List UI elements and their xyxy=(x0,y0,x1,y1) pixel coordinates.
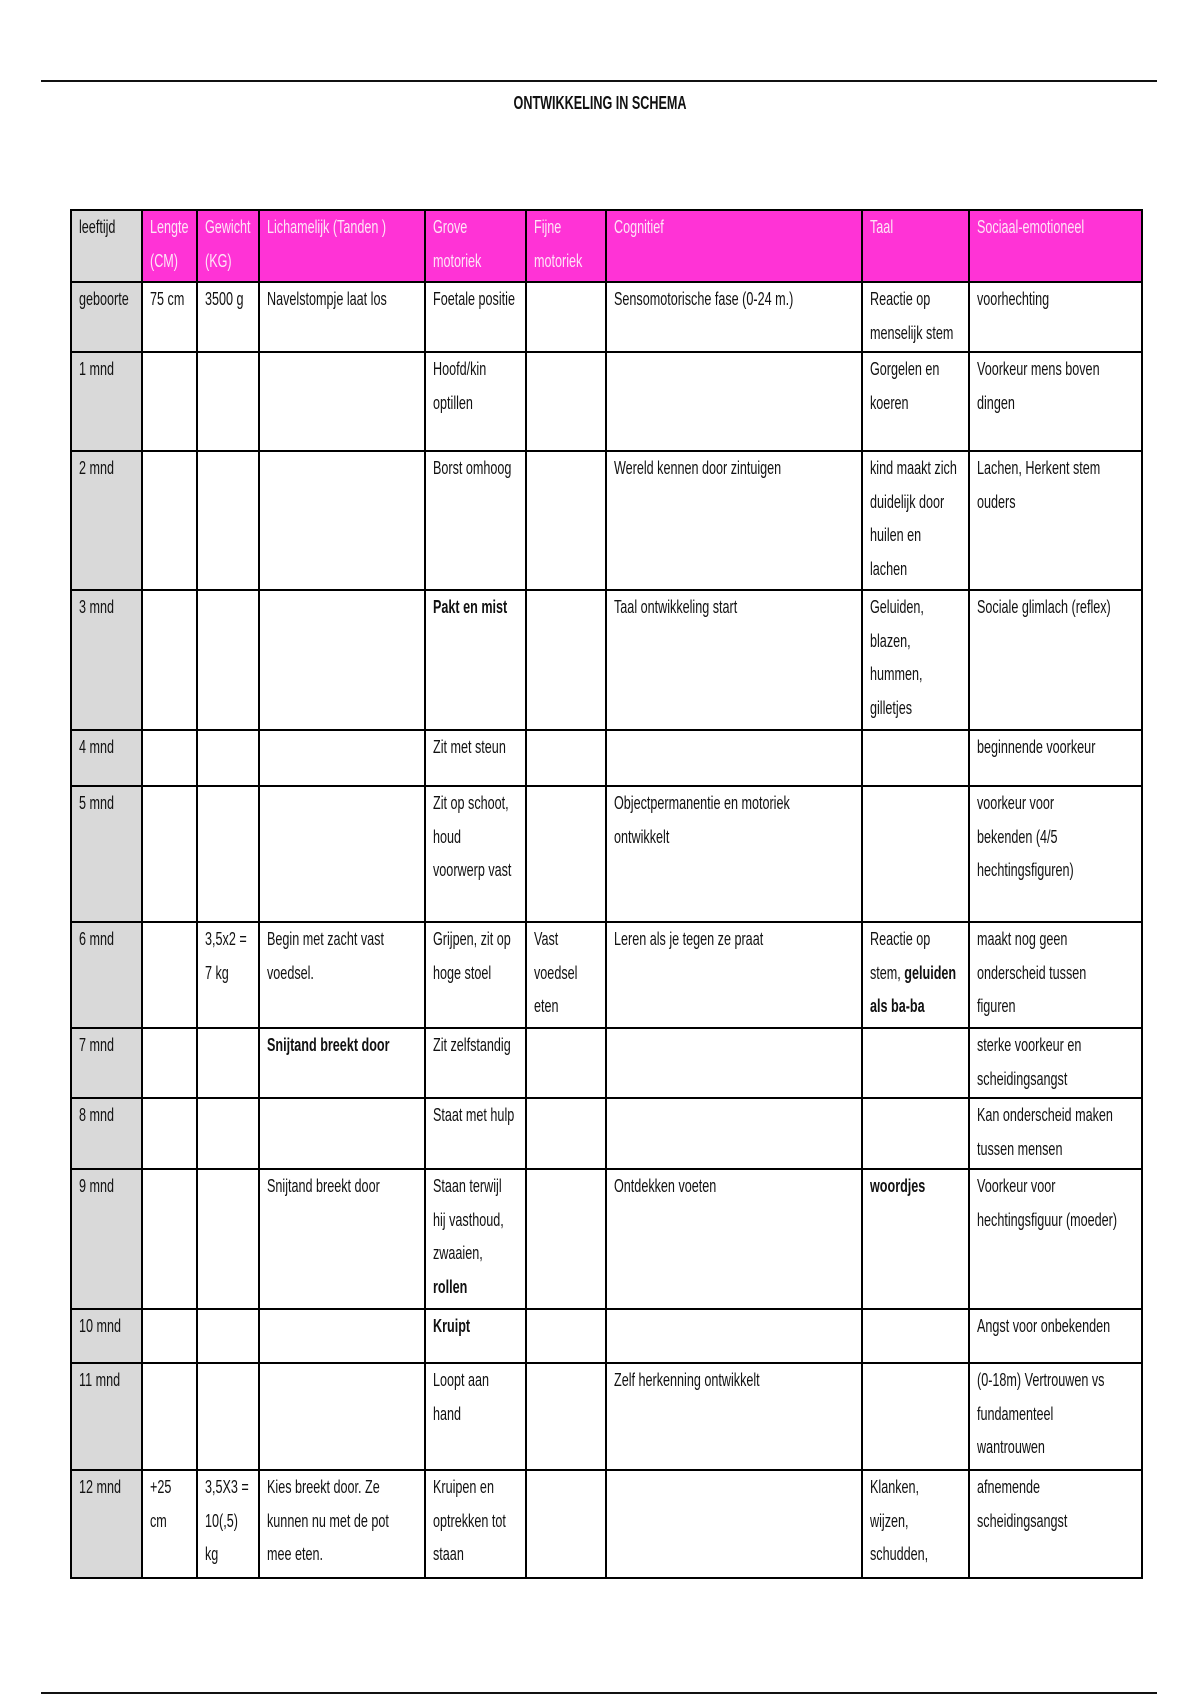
weight-cell xyxy=(197,1363,259,1470)
length-cell xyxy=(142,1363,197,1470)
table-row xyxy=(71,590,1142,730)
language-cell xyxy=(862,1309,969,1363)
cell-text: Kies breekt door. Ze kunnen nu met de pot mee eten. xyxy=(267,1477,389,1564)
cell-text: Foetale positie xyxy=(433,289,515,309)
language-cell xyxy=(862,1098,969,1169)
cognitive-cell xyxy=(606,590,862,730)
length-cell xyxy=(142,1169,197,1309)
table-row xyxy=(71,451,1142,590)
fine-motor-cell xyxy=(526,352,606,451)
cognitive-cell xyxy=(606,1309,862,1363)
age-cell xyxy=(71,352,142,451)
header-label: Lengte (CM) xyxy=(150,217,189,271)
social-emotional-cell xyxy=(969,352,1142,451)
cell-text: Kruipen en optrekken tot staan xyxy=(433,1477,506,1564)
cell-text: 75 cm xyxy=(150,289,185,309)
cell-text-bold: geluiden als ba-ba xyxy=(870,962,957,1016)
cell-text xyxy=(433,1170,521,1304)
age-label: 6 mnd xyxy=(79,929,115,949)
cell-text xyxy=(267,1029,420,1063)
cell-text: Zelf herkenning ontwikkelt xyxy=(614,1370,760,1390)
cell-text-bold: Kruipt xyxy=(433,1316,471,1336)
header-label: leeftijd xyxy=(79,217,116,237)
language-cell xyxy=(862,730,969,786)
cell-text: 3500 g xyxy=(205,289,244,309)
table-header-row xyxy=(71,210,1142,282)
fine-motor-cell xyxy=(526,1309,606,1363)
cell-text: Klanken, wijzen, schudden, xyxy=(870,1477,929,1564)
cell-text: Reactie op menselijk stem xyxy=(870,289,954,343)
header-label: Sociaal-emotioneel xyxy=(977,217,1085,237)
social-emotional-cell xyxy=(969,786,1142,922)
length-cell xyxy=(142,1098,197,1169)
length-cell xyxy=(142,922,197,1028)
cell-text: Gorgelen en koeren xyxy=(870,359,940,413)
cell-text: +25 cm xyxy=(150,1477,172,1531)
cell-text: Geluiden, blazen, hummen, gilletjes xyxy=(870,597,924,718)
weight-cell xyxy=(197,282,259,352)
age-label: geboorte xyxy=(79,289,129,309)
social-emotional-cell xyxy=(969,1098,1142,1169)
cell-text: Staat met hulp xyxy=(433,1105,515,1125)
table-row xyxy=(71,922,1142,1028)
header-cognitive xyxy=(606,210,862,282)
length-cell xyxy=(142,786,197,922)
physical-teeth-cell xyxy=(259,1309,425,1363)
fine-motor-cell xyxy=(526,1470,606,1578)
gross-motor-cell xyxy=(425,1309,526,1363)
cell-text: Voorkeur mens boven dingen xyxy=(977,359,1100,413)
age-cell xyxy=(71,1470,142,1578)
cell-text-bold: Pakt en mist xyxy=(433,597,508,617)
cell-text: Zit met steun xyxy=(433,737,506,757)
age-label: 11 mnd xyxy=(79,1370,121,1390)
gross-motor-cell xyxy=(425,590,526,730)
age-cell xyxy=(71,922,142,1028)
social-emotional-cell xyxy=(969,1169,1142,1309)
cell-text-bold: rollen xyxy=(433,1276,468,1297)
length-cell xyxy=(142,1309,197,1363)
length-cell xyxy=(142,1028,197,1098)
header-label: Taal xyxy=(870,217,894,237)
weight-cell xyxy=(197,352,259,451)
cognitive-cell xyxy=(606,922,862,1028)
cell-text: Sensomotorische fase (0-24 m.) xyxy=(614,289,794,309)
cognitive-cell xyxy=(606,451,862,590)
age-cell xyxy=(71,1169,142,1309)
age-cell xyxy=(71,282,142,352)
gross-motor-cell xyxy=(425,730,526,786)
gross-motor-cell xyxy=(425,786,526,922)
social-emotional-cell xyxy=(969,590,1142,730)
cognitive-cell xyxy=(606,1028,862,1098)
gross-motor-cell xyxy=(425,451,526,590)
header-label: Gewicht (KG) xyxy=(205,217,251,271)
cell-text: 3,5x2 = 7 kg xyxy=(205,929,247,983)
cell-text: Angst voor onbekenden xyxy=(977,1316,1111,1336)
table-row xyxy=(71,1309,1142,1363)
cognitive-cell xyxy=(606,352,862,451)
bottom-divider xyxy=(41,1692,1157,1694)
age-cell xyxy=(71,1028,142,1098)
weight-cell xyxy=(197,451,259,590)
language-cell xyxy=(862,1169,969,1309)
weight-cell xyxy=(197,1098,259,1169)
fine-motor-cell xyxy=(526,451,606,590)
cell-text: Grijpen, zit op hoge stoel xyxy=(433,929,511,983)
header-gross-motor xyxy=(425,210,526,282)
cell-text xyxy=(433,1310,521,1344)
weight-cell xyxy=(197,1028,259,1098)
fine-motor-cell xyxy=(526,1363,606,1470)
age-label: 5 mnd xyxy=(79,793,115,813)
physical-teeth-cell xyxy=(259,352,425,451)
age-cell xyxy=(71,451,142,590)
header-social-emotional xyxy=(969,210,1142,282)
age-label: 12 mnd xyxy=(79,1477,122,1497)
gross-motor-cell xyxy=(425,1098,526,1169)
social-emotional-cell xyxy=(969,451,1142,590)
table-row xyxy=(71,1169,1142,1309)
physical-teeth-cell xyxy=(259,1363,425,1470)
fine-motor-cell xyxy=(526,282,606,352)
fine-motor-cell xyxy=(526,590,606,730)
physical-teeth-cell xyxy=(259,590,425,730)
cognitive-cell xyxy=(606,1169,862,1309)
cell-text-bold: woordjes xyxy=(870,1176,926,1196)
physical-teeth-cell xyxy=(259,1028,425,1098)
weight-cell xyxy=(197,1309,259,1363)
physical-teeth-cell xyxy=(259,451,425,590)
fine-motor-cell xyxy=(526,922,606,1028)
length-cell xyxy=(142,282,197,352)
cell-text: Ontdekken voeten xyxy=(614,1176,717,1196)
top-divider xyxy=(41,80,1157,82)
language-cell xyxy=(862,1028,969,1098)
header-physical-teeth xyxy=(259,210,425,282)
header-label: Fijne motoriek xyxy=(534,217,583,271)
cell-text-segment: Staan terwijl hij vasthoud, zwaaien, xyxy=(433,1176,504,1263)
cell-text: Zit op schoot, houd voorwerp vast xyxy=(433,793,512,880)
age-label: 3 mnd xyxy=(79,597,115,617)
cell-text: Loopt aan hand xyxy=(433,1370,490,1424)
social-emotional-cell xyxy=(969,922,1142,1028)
language-cell xyxy=(862,1470,969,1578)
header-label: Lichamelijk (Tanden ) xyxy=(267,217,387,237)
fine-motor-cell xyxy=(526,786,606,922)
cell-text: Sociale glimlach (reflex) xyxy=(977,597,1111,617)
language-cell xyxy=(862,1363,969,1470)
weight-cell xyxy=(197,1470,259,1578)
age-label: 4 mnd xyxy=(79,737,115,757)
cell-text-bold: Snijtand breekt door xyxy=(267,1035,390,1055)
cognitive-cell xyxy=(606,1098,862,1169)
social-emotional-cell xyxy=(969,1363,1142,1470)
age-cell xyxy=(71,1309,142,1363)
cell-text: Vast voedsel eten xyxy=(534,929,578,1016)
table-row xyxy=(71,352,1142,451)
physical-teeth-cell xyxy=(259,1098,425,1169)
social-emotional-cell xyxy=(969,730,1142,786)
length-cell xyxy=(142,1470,197,1578)
header-label: Grove motoriek xyxy=(433,217,482,271)
weight-cell xyxy=(197,786,259,922)
age-cell xyxy=(71,1363,142,1470)
header-label: Cognitief xyxy=(614,217,664,237)
table-row xyxy=(71,282,1142,352)
weight-cell xyxy=(197,922,259,1028)
gross-motor-cell xyxy=(425,282,526,352)
fine-motor-cell xyxy=(526,1028,606,1098)
table-row xyxy=(71,1098,1142,1169)
age-label: 1 mnd xyxy=(79,359,115,379)
header-age xyxy=(71,210,142,282)
cell-text xyxy=(870,1170,964,1204)
social-emotional-cell xyxy=(969,1309,1142,1363)
cell-text: voorkeur voor bekenden (4/5 hechtingsfiguren) xyxy=(977,793,1074,880)
cell-text: Leren als je tegen ze praat xyxy=(614,929,764,949)
weight-cell xyxy=(197,730,259,786)
age-cell xyxy=(71,1098,142,1169)
age-label: 2 mnd xyxy=(79,458,115,478)
age-label: 9 mnd xyxy=(79,1176,115,1196)
age-cell xyxy=(71,786,142,922)
cognitive-cell xyxy=(606,1470,862,1578)
cell-text: Navelstompje laat los xyxy=(267,289,387,309)
cell-text: Snijtand breekt door xyxy=(267,1176,380,1196)
gross-motor-cell xyxy=(425,1363,526,1470)
social-emotional-cell xyxy=(969,1028,1142,1098)
gross-motor-cell xyxy=(425,352,526,451)
cognitive-cell xyxy=(606,1363,862,1470)
language-cell xyxy=(862,922,969,1028)
cell-text: Wereld kennen door zintuigen xyxy=(614,458,782,478)
language-cell xyxy=(862,282,969,352)
weight-cell xyxy=(197,1169,259,1309)
physical-teeth-cell xyxy=(259,786,425,922)
cell-text: kind maakt zich duidelijk door huilen en lachen xyxy=(870,458,957,579)
cell-text: Borst omhoog xyxy=(433,458,512,478)
gross-motor-cell xyxy=(425,1028,526,1098)
length-cell xyxy=(142,451,197,590)
language-cell xyxy=(862,590,969,730)
cell-text: Lachen, Herkent stem ouders xyxy=(977,458,1101,512)
table-row xyxy=(71,1028,1142,1098)
header-language xyxy=(862,210,969,282)
physical-teeth-cell xyxy=(259,1169,425,1309)
cell-text: Taal ontwikkeling start xyxy=(614,597,738,617)
cognitive-cell xyxy=(606,282,862,352)
physical-teeth-cell xyxy=(259,1470,425,1578)
age-label: 8 mnd xyxy=(79,1105,115,1125)
header-fine-motor xyxy=(526,210,606,282)
gross-motor-cell xyxy=(425,922,526,1028)
gross-motor-cell xyxy=(425,1470,526,1578)
cell-text: Zit zelfstandig xyxy=(433,1035,511,1055)
gross-motor-cell xyxy=(425,1169,526,1309)
length-cell xyxy=(142,590,197,730)
cell-text: Voorkeur voor hechtingsfiguur (moeder) xyxy=(977,1176,1118,1230)
language-cell xyxy=(862,352,969,451)
development-schema-table xyxy=(70,209,1143,1579)
cognitive-cell xyxy=(606,730,862,786)
cell-text: Objectpermanentie en motoriek ontwikkelt xyxy=(614,793,790,847)
cell-text xyxy=(433,591,521,625)
cell-text: (0-18m) Vertrouwen vs fundamenteel wantrouwen xyxy=(977,1370,1105,1457)
cell-text xyxy=(870,923,964,1024)
header-length xyxy=(142,210,197,282)
physical-teeth-cell xyxy=(259,922,425,1028)
cell-text: 3,5X3 = 10(,5) kg xyxy=(205,1477,249,1564)
cell-text: voorhechting xyxy=(977,289,1050,309)
cell-text: Kan onderscheid maken tussen mensen xyxy=(977,1105,1113,1159)
physical-teeth-cell xyxy=(259,730,425,786)
weight-cell xyxy=(197,590,259,730)
table-row xyxy=(71,1470,1142,1578)
length-cell xyxy=(142,352,197,451)
social-emotional-cell xyxy=(969,1470,1142,1578)
cell-text: sterke voorkeur en scheidingsangst xyxy=(977,1035,1082,1089)
table-row xyxy=(71,786,1142,922)
fine-motor-cell xyxy=(526,730,606,786)
table-row xyxy=(71,730,1142,786)
document-title: ONTWIKKELING IN SCHEMA xyxy=(513,93,687,113)
physical-teeth-cell xyxy=(259,282,425,352)
fine-motor-cell xyxy=(526,1169,606,1309)
cell-text: Hoofd/kin optillen xyxy=(433,359,487,413)
age-label: 7 mnd xyxy=(79,1035,115,1055)
cell-text: beginnende voorkeur xyxy=(977,737,1096,757)
cell-text: afnemende scheidingsangst xyxy=(977,1477,1068,1531)
language-cell xyxy=(862,786,969,922)
age-label: 10 mnd xyxy=(79,1316,122,1336)
header-weight xyxy=(197,210,259,282)
cell-text: Begin met zacht vast voedsel. xyxy=(267,929,384,983)
cognitive-cell xyxy=(606,786,862,922)
fine-motor-cell xyxy=(526,1098,606,1169)
language-cell xyxy=(862,451,969,590)
age-cell xyxy=(71,590,142,730)
table-row xyxy=(71,1363,1142,1470)
cell-text-segment: Reactie op stem, xyxy=(870,929,931,983)
social-emotional-cell xyxy=(969,282,1142,352)
cell-text: maakt nog geen onderscheid tussen figuren xyxy=(977,929,1087,1016)
length-cell xyxy=(142,730,197,786)
age-cell xyxy=(71,730,142,786)
